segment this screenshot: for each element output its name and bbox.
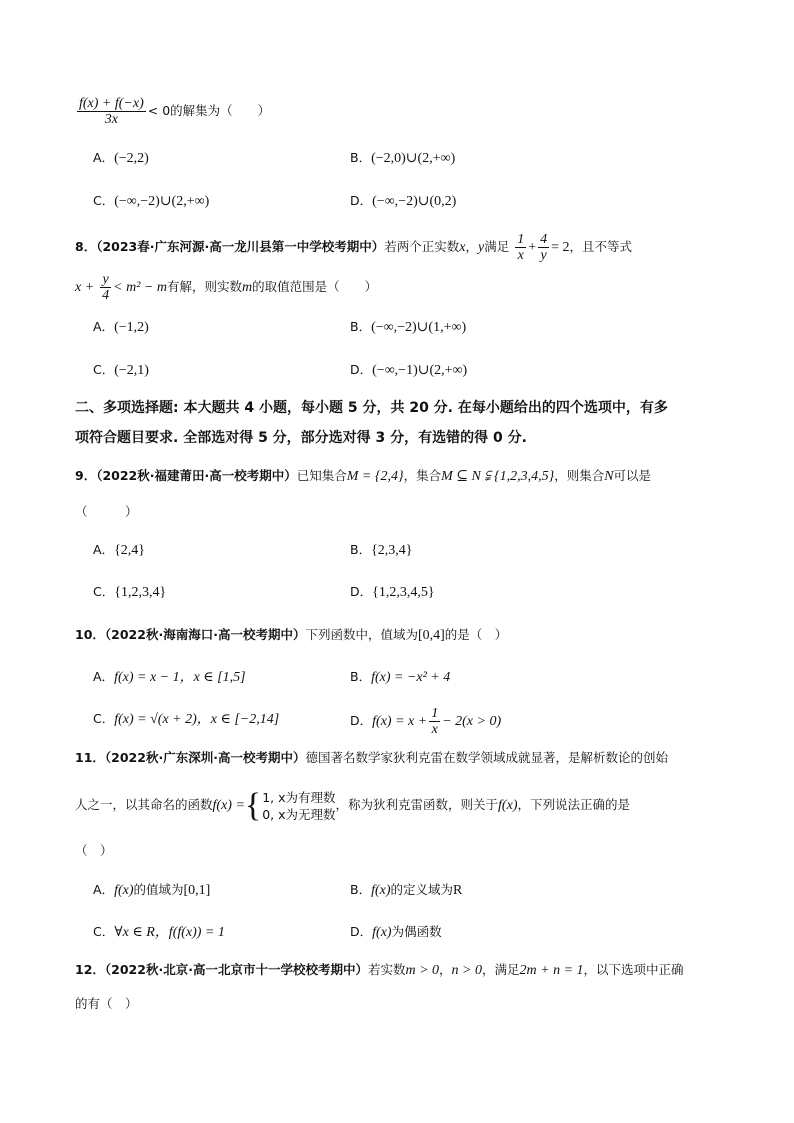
cases-brace: { [244,786,262,824]
q11-option-c[interactable]: C．∀x ∈ R，f(f(x)) = 1 [93,924,225,940]
q9-option-b[interactable]: B．{2,3,4} [350,542,413,558]
q7-stem: $\frac{f(x) + f(-x)}{3x}$ < 0的解集为（ ） [79,96,271,127]
q9-option-d[interactable]: D．{1,2,3,4,5} [350,584,435,600]
q11-stem-line1: 11．（2022秋·广东深圳·高一校考期中）德国著名数学家狄利克雷在数学领域成就显著，是解析数论的创始 [75,750,668,765]
q7-option-a[interactable]: A．(−2,2) [93,150,149,166]
q8-stem-line2: x + $\frac{y}{4}$ < m² − m有解，则实数m的取值范围是（ ） [75,272,378,303]
q11-option-d[interactable]: D．f(x)为偶函数 [350,924,442,940]
q10-option-d[interactable]: D．f(x) = x + $\frac{1}{x}$ − 2(x > 0) [350,706,502,737]
q12-stem-line1: 12．（2022秋·北京·高一北京市十一学校校考期中）若实数m > 0，n > 0，满足2m + n = 1，以下选项中正确 [75,962,684,978]
q7-option-b[interactable]: B．(−2,0)∪(2,+∞) [350,150,456,166]
q11-option-b[interactable]: B．f(x)的定义域为R [350,882,463,898]
q10-option-b[interactable]: B．f(x) = −x² + 4 [350,669,451,685]
q7-option-d[interactable]: D．(−∞,−2)∪(0,2) [350,193,457,209]
q8-fraction-4-over-y: $\frac{4}{y}$ [540,232,548,263]
q9-answer-paren: （ ） [75,504,138,519]
q8-fraction-1-over-x: $\frac{1}{x}$ [517,232,525,263]
q11-answer-paren: （ ） [75,843,113,858]
section2-heading-line2: 项符合题目要求. 全部选对得 5 分，部分选对得 3 分，有选错的得 0 分. [75,430,527,446]
q12-stem-line2: 的有（ ） [75,996,138,1011]
q8-option-b[interactable]: B．(−∞,−2)∪(1,+∞) [350,319,467,335]
q11-stem-line2: 人之一，以其命名的函数f(x) ={ 1, x为有理数 0, x为无理数 ，称为狄利克雷函数，则关于f(x)，下列说法正确的是 [75,786,630,824]
q11-option-a[interactable]: A．f(x)的值域为[0,1] [93,882,211,898]
dirichlet-cases: 1, x为有理数 0, x为无理数 [262,789,336,822]
q8-option-c[interactable]: C．(−2,1) [93,362,149,378]
q10-stem: 10．（2022秋·海南海口·高一校考期中）下列函数中，值域为[0,4]的是（ ） [75,627,508,643]
q8-stem-line1: 8．（2023春·广东河源·高一龙川县第一中学校考期中）若两个正实数x，y满足 $\frac{1}{x}$ + $\frac{4}{y}$ = 2，且不等式 [75,232,633,263]
q9-option-a[interactable]: A．{2,4} [93,542,146,558]
q7-option-c[interactable]: C．(−∞,−2)∪(2,+∞) [93,193,210,209]
q9-option-c[interactable]: C．{1,2,3,4} [93,584,167,600]
q10-option-c[interactable]: C．f(x) = √(x + 2)，x ∈ [−2,14] [93,711,280,727]
q9-stem: 9．（2022秋·福建莆田·高一校考期中）已知集合M = {2,4}，集合M ⊆ N ⫋ {1,2,3,4,5}，则集合N可以是 [75,468,652,484]
q7-fraction: $\frac{f(x) + f(-x)}{3x}$ [79,96,144,127]
section2-heading-line1: 二、多项选择题: 本大题共 4 小题，每小题 5 分，共 20 分. 在每小题给出的四个选项中，有多 [75,400,668,416]
q8-fraction-y-over-4: $\frac{y}{4}$ [102,272,110,303]
q8-option-d[interactable]: D．(−∞,−1)∪(2,+∞) [350,362,468,378]
q8-option-a[interactable]: A．(−1,2) [93,319,149,335]
q10-option-a[interactable]: A．f(x) = x − 1，x ∈ [1,5] [93,669,246,685]
q10-fraction-1-over-x: $\frac{1}{x}$ [431,706,439,737]
